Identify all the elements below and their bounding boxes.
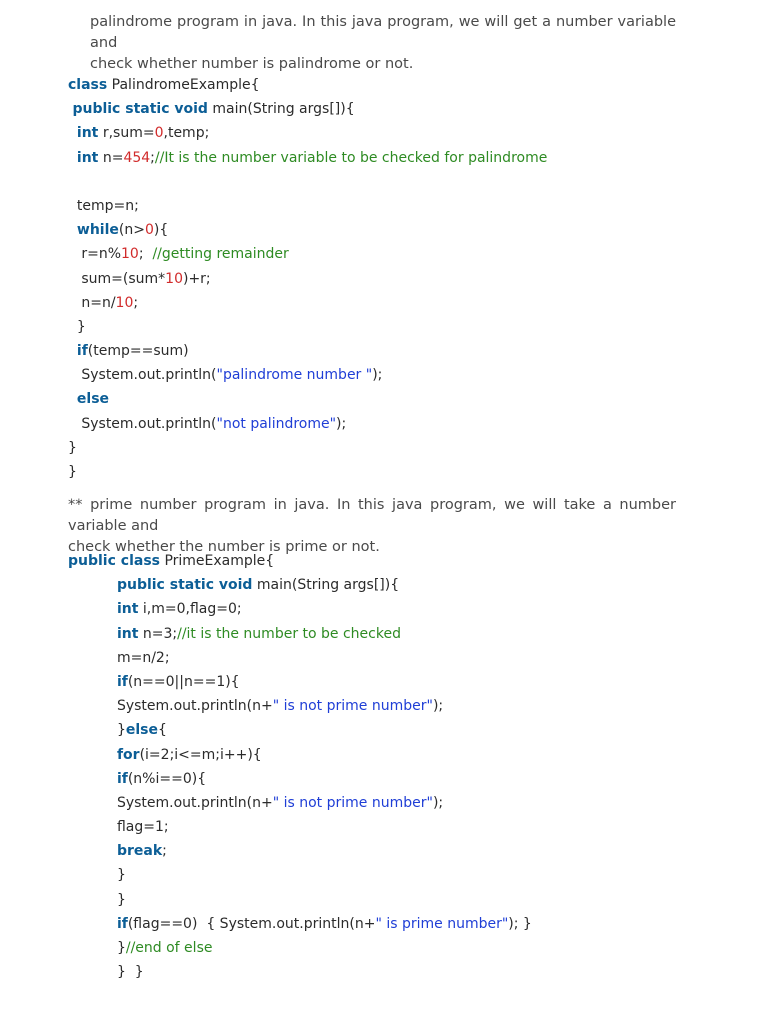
- code-token: flag=1;: [68, 819, 169, 836]
- code-token: [68, 391, 77, 407]
- keyword-token: public class: [68, 553, 160, 569]
- code-token: }: [68, 318, 86, 335]
- code-token: (n==0||n==1){: [127, 673, 240, 690]
- palindrome-intro-paragraph: [90, 12, 676, 75]
- code-line: [68, 387, 547, 411]
- code-token: main(String args[]){: [207, 101, 355, 118]
- code-token: System.out.println(n+: [68, 698, 273, 715]
- code-token: (temp==sum): [87, 343, 189, 360]
- code-line: [68, 694, 532, 718]
- code-line: [68, 291, 547, 315]
- keyword-token: if: [116, 770, 128, 787]
- string-token: " is not prime number": [272, 794, 433, 811]
- code-token: PrimeExample{: [160, 553, 275, 569]
- keyword-token: else: [76, 391, 110, 408]
- comment-token: //end of else: [125, 940, 213, 956]
- code-token: System.out.println(: [68, 415, 217, 432]
- code-token: n=n/: [68, 294, 116, 311]
- code-token: r,sum=: [98, 125, 155, 142]
- keyword-token: class: [68, 77, 108, 93]
- code-line: [68, 73, 547, 97]
- code-token: [68, 150, 77, 166]
- code-token: [68, 674, 117, 690]
- code-line: [68, 339, 547, 363]
- code-token: ;: [138, 246, 153, 263]
- string-token: "not palindrome": [216, 415, 337, 432]
- code-token: [68, 747, 117, 763]
- paragraph-line: palindrome program in java. In this java program, we will get a number variable and: [90, 14, 676, 51]
- code-token: );: [432, 698, 444, 715]
- code-line: [68, 888, 532, 912]
- code-token: [68, 125, 77, 141]
- keyword-token: while: [76, 222, 119, 239]
- code-token: ;: [133, 294, 139, 311]
- code-line: [68, 436, 547, 460]
- code-token: (flag==0) { System.out.println(n+: [127, 915, 376, 932]
- keyword-token: for: [116, 746, 140, 763]
- code-token: i,m=0,flag=0;: [138, 601, 242, 618]
- code-line: [68, 315, 547, 339]
- code-line: [68, 121, 547, 145]
- code-token: [68, 601, 117, 617]
- code-line: [68, 743, 532, 767]
- code-line: [68, 936, 532, 960]
- keyword-token: int: [116, 625, 139, 642]
- code-token: } }: [68, 964, 144, 981]
- code-line: [68, 912, 532, 936]
- keyword-token: int: [76, 149, 99, 166]
- code-token: System.out.println(n+: [68, 794, 273, 811]
- code-line: [68, 460, 547, 484]
- string-token: " is not prime number": [272, 698, 433, 715]
- code-token: main(String args[]){: [252, 577, 400, 594]
- paragraph-line: check whether the number is prime or not.: [68, 539, 380, 555]
- code-line: [68, 363, 547, 387]
- code-token: {: [157, 722, 167, 739]
- code-token: n=: [98, 149, 124, 166]
- number-token: 454: [123, 149, 151, 166]
- code-token: sum=(sum*: [68, 270, 166, 287]
- code-token: )+r;: [182, 270, 211, 287]
- code-token: }: [68, 464, 77, 480]
- code-token: (n>: [118, 222, 145, 239]
- code-token: ;: [162, 843, 167, 860]
- code-token: temp=n;: [68, 197, 139, 214]
- string-token: "palindrome number ": [216, 367, 373, 384]
- number-token: 0: [144, 222, 154, 239]
- code-line: [68, 767, 532, 791]
- code-token: (n%i==0){: [127, 770, 207, 787]
- code-token: System.out.println(: [68, 367, 217, 384]
- code-token: [68, 626, 117, 642]
- comment-token: //It is the number variable to be checked for palindrome: [154, 149, 548, 166]
- code-token: ); }: [508, 915, 532, 932]
- code-token: [68, 222, 77, 238]
- code-token: }: [68, 867, 126, 884]
- prime-code-block: [68, 549, 532, 984]
- code-line: [68, 670, 532, 694]
- code-line: [68, 97, 547, 121]
- code-token: );: [372, 367, 383, 384]
- keyword-token: if: [116, 915, 128, 932]
- code-line: [68, 839, 532, 863]
- code-token: }: [68, 722, 126, 739]
- code-line: [68, 622, 532, 646]
- keyword-token: else: [125, 722, 158, 739]
- keyword-token: public static void: [116, 577, 253, 594]
- code-line: [68, 597, 532, 621]
- code-token: ,temp;: [163, 125, 210, 142]
- comment-token: //getting remainder: [152, 246, 289, 263]
- code-line: [68, 218, 547, 242]
- code-token: );: [336, 415, 347, 432]
- keyword-token: int: [76, 125, 99, 142]
- code-line: [68, 412, 547, 436]
- code-line: [68, 718, 532, 742]
- code-token: );: [432, 794, 444, 811]
- code-token: [68, 771, 117, 787]
- code-line: [68, 815, 532, 839]
- code-token: [68, 843, 117, 859]
- paragraph-line: ** prime number program in java. In this java program, we will take a number variable and: [68, 497, 676, 534]
- code-line: [68, 573, 532, 597]
- code-token: ;: [150, 149, 155, 166]
- keyword-token: public static void: [72, 101, 208, 118]
- comment-token: //it is the number to be checked: [177, 625, 401, 642]
- code-token: n=3;: [138, 625, 178, 642]
- code-token: [68, 343, 77, 359]
- code-token: PalindromeExample{: [107, 77, 260, 93]
- code-line: [68, 863, 532, 887]
- keyword-token: break: [116, 843, 163, 860]
- code-token: }: [68, 891, 126, 908]
- keyword-token: if: [116, 673, 128, 690]
- keyword-token: int: [116, 601, 139, 618]
- code-line: [68, 194, 547, 218]
- code-line: [68, 242, 547, 266]
- string-token: " is prime number": [375, 915, 509, 932]
- code-token: [68, 916, 117, 932]
- number-token: 0: [154, 125, 164, 142]
- code-line: [68, 960, 532, 984]
- code-line: [68, 549, 532, 573]
- code-line: [68, 170, 547, 194]
- code-token: ){: [153, 222, 169, 239]
- code-token: }: [68, 940, 126, 956]
- number-token: 10: [121, 246, 139, 263]
- number-token: 10: [165, 270, 183, 287]
- code-token: r=n%: [68, 246, 122, 263]
- code-line: [68, 267, 547, 291]
- code-token: [68, 577, 117, 593]
- code-line: [68, 146, 547, 170]
- paragraph-line: check whether number is palindrome or not.: [90, 56, 414, 72]
- code-line: [68, 791, 532, 815]
- code-token: m=n/2;: [68, 649, 170, 666]
- code-token: (i=2;i<=m;i++){: [139, 746, 262, 763]
- code-token: }: [68, 439, 77, 456]
- keyword-token: if: [76, 343, 88, 360]
- code-line: [68, 646, 532, 670]
- palindrome-code-block: [68, 73, 547, 484]
- number-token: 10: [115, 294, 134, 311]
